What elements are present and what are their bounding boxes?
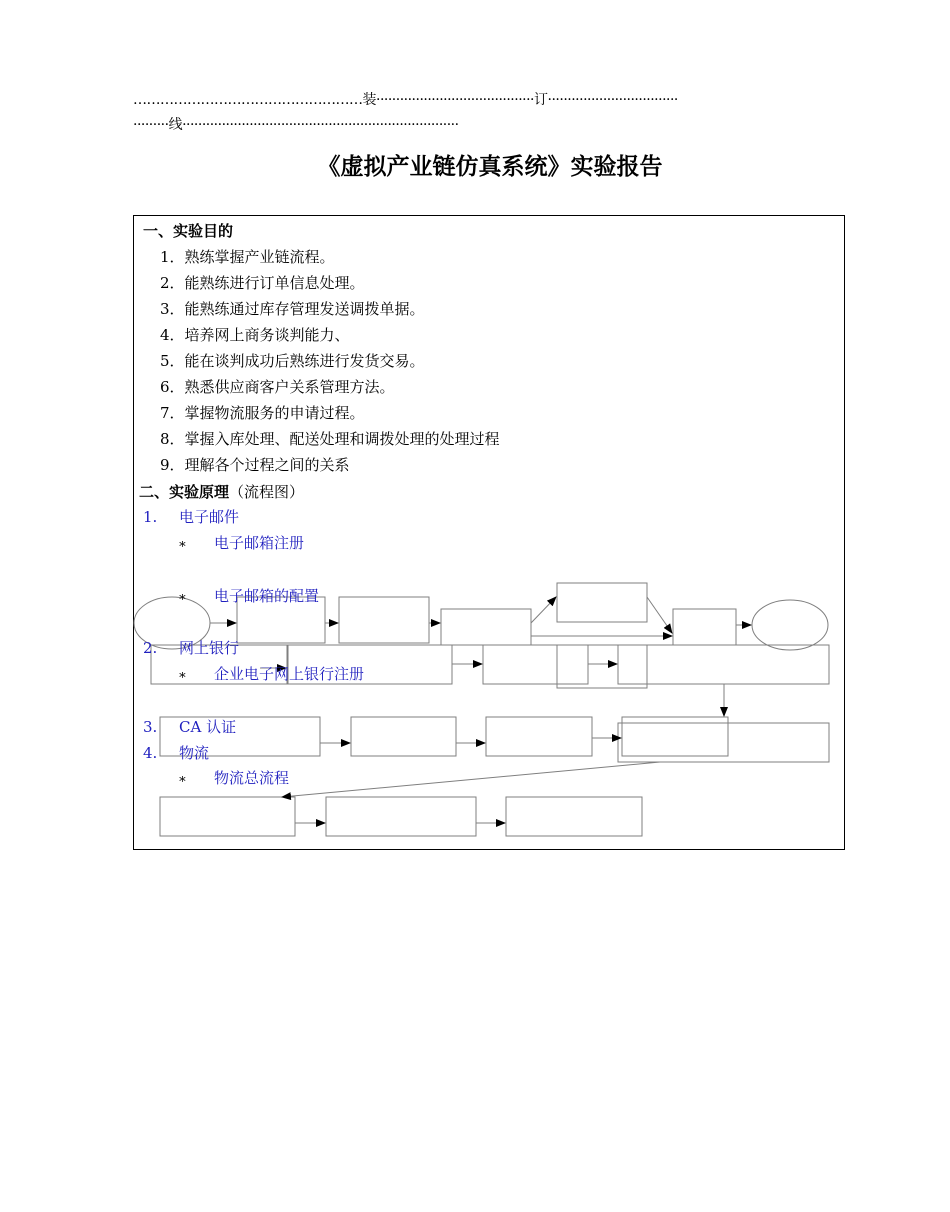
principle-sub-item	[178, 768, 289, 790]
flow-box	[441, 609, 531, 645]
list-number: 1.	[143, 508, 158, 526]
binding-dots: ·········	[133, 117, 169, 133]
flow-box	[483, 645, 588, 684]
principle-list-item	[143, 638, 239, 658]
flow-box	[618, 645, 829, 684]
flow-box	[339, 597, 429, 643]
star-bullet-icon: ∗	[178, 537, 187, 552]
binding-dots: ……………………………………………	[133, 92, 363, 108]
objective-item: 7．掌握物流服务的申请过程。	[160, 404, 365, 422]
report-title: 《虚拟产业链仿真系统》实验报告	[317, 154, 663, 180]
flow-box	[506, 797, 642, 836]
principle-sub-item	[178, 586, 319, 608]
section-2-heading-note: （流程图）	[229, 483, 305, 501]
binding-mark-ding: 订	[534, 92, 548, 108]
binding-dots: ······································································	[182, 117, 459, 133]
list-text: 物流	[179, 744, 210, 762]
principle-sub-item	[178, 664, 364, 686]
principle-sub-item	[178, 533, 304, 555]
list-number: 3.	[143, 718, 158, 736]
flow-box	[351, 717, 456, 756]
flow-box	[557, 583, 647, 622]
binding-dots: ········································	[376, 92, 535, 108]
sub-item-text: 企业电子网上银行注册	[214, 665, 365, 683]
objective-item: 6．熟悉供应商客户关系管理方法。	[160, 378, 395, 396]
objective-item: 5．能在谈判成功后熟练进行发货交易。	[160, 352, 425, 370]
objective-item: 8．掌握入库处理、配送处理和调拨处理的处理过程	[160, 430, 500, 448]
section-1-heading: 一、实验目的	[143, 222, 234, 240]
flow-box	[673, 609, 736, 645]
flow-arrow	[647, 597, 672, 633]
objective-item: 9．理解各个过程之间的关系	[160, 456, 350, 474]
sub-item-text: 电子邮箱注册	[214, 534, 305, 552]
flow-box	[557, 645, 647, 688]
principle-list-item	[143, 507, 239, 527]
sub-item-text: 物流总流程	[214, 769, 290, 787]
list-number: 2.	[143, 639, 158, 657]
principle-list-item	[143, 743, 209, 763]
section-2-heading-text: 二、实验原理	[139, 483, 230, 501]
star-bullet-icon: ∗	[178, 772, 187, 787]
flow-arrow	[531, 597, 556, 623]
star-bullet-icon: ∗	[178, 590, 187, 605]
objective-item: 4．培养网上商务谈判能力、	[160, 326, 350, 344]
star-bullet-icon: ∗	[178, 668, 187, 683]
flow-box	[326, 797, 476, 836]
objective-item: 3．能熟练通过库存管理发送调拨单据。	[160, 300, 425, 318]
list-text: 电子邮件	[179, 508, 240, 526]
objective-item: 2．能熟练进行订单信息处理。	[160, 274, 365, 292]
section-2-heading	[139, 482, 304, 502]
sub-item-text: 电子邮箱的配置	[214, 587, 320, 605]
flow-end-oval	[752, 600, 828, 650]
flow-arrow	[282, 762, 660, 797]
principle-list-item	[143, 717, 236, 737]
binding-mark-xian: 线	[168, 117, 183, 133]
list-text: 网上银行	[179, 639, 240, 657]
binding-mark-zhuang: 装	[362, 92, 376, 108]
binding-dots: ·································	[547, 92, 678, 108]
list-text: CA 认证	[179, 718, 237, 736]
flow-box	[486, 717, 592, 756]
objective-item: 1．熟练掌握产业链流程。	[160, 248, 335, 266]
flow-box	[160, 797, 295, 836]
list-number: 4.	[143, 744, 158, 762]
